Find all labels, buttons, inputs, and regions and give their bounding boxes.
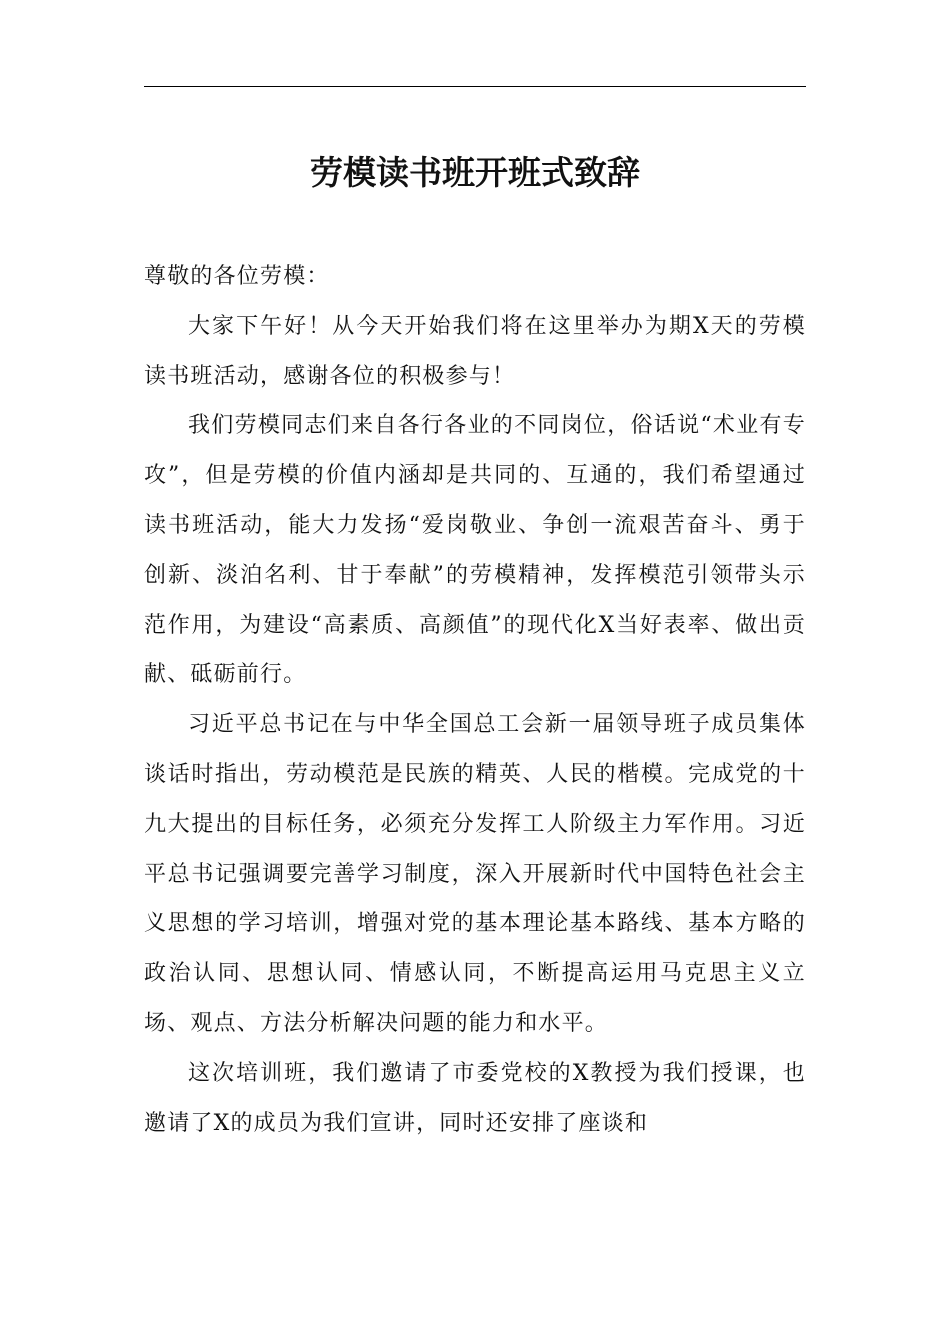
document-title: 劳模读书班开班式致辞 bbox=[310, 153, 640, 192]
paragraph-greeting: 大家下午好！从今天开始我们将在这里举办为期X天的劳模读书班活动，感谢各位的积极参与！ bbox=[144, 313, 806, 389]
document-body bbox=[144, 252, 806, 1148]
paragraph-model-spirit: 我们劳模同志们来自各行各业的不同岗位，俗话说“术业有专攻”，但是劳模的价值内涵却是共同的、互通的，我们希望通过读书班活动，能大力发扬“爱岗敬业、争创一流艰苦奋斗、勇于创新、淡泊名利、甘于奉献”的劳模精神，发挥模范引领带头示范作用，为建设“高素质、高颜值”的现代化X当好表率、做出贡献、砥砺前行。 bbox=[144, 413, 806, 688]
paragraph-training-arrangement: 这次培训班，我们邀请了市委党校的X教授为我们授课，也邀请了X的成员为我们宣讲，同时还安排了座谈和 bbox=[144, 1060, 806, 1136]
salutation: 尊敬的各位劳模： bbox=[144, 264, 330, 289]
paragraph-speech-quote: 习近平总书记在与中华全国总工会新一届领导班子成员集体谈话时指出，劳动模范是民族的精英、人民的楷模。完成党的十九大提出的目标任务，必须充分发挥工人阶级主力军作用。习近平总书记强调要完善学习制度，深入开展新时代中国特色社会主义思想的学习培训，增强对党的基本理论基本路线、基本方略的政治认同、思想认同、情感认同，不断提高运用马克思主义立场、观点、方法分析解决问题的能力和水平。 bbox=[144, 712, 806, 1036]
header-rule bbox=[144, 86, 806, 87]
